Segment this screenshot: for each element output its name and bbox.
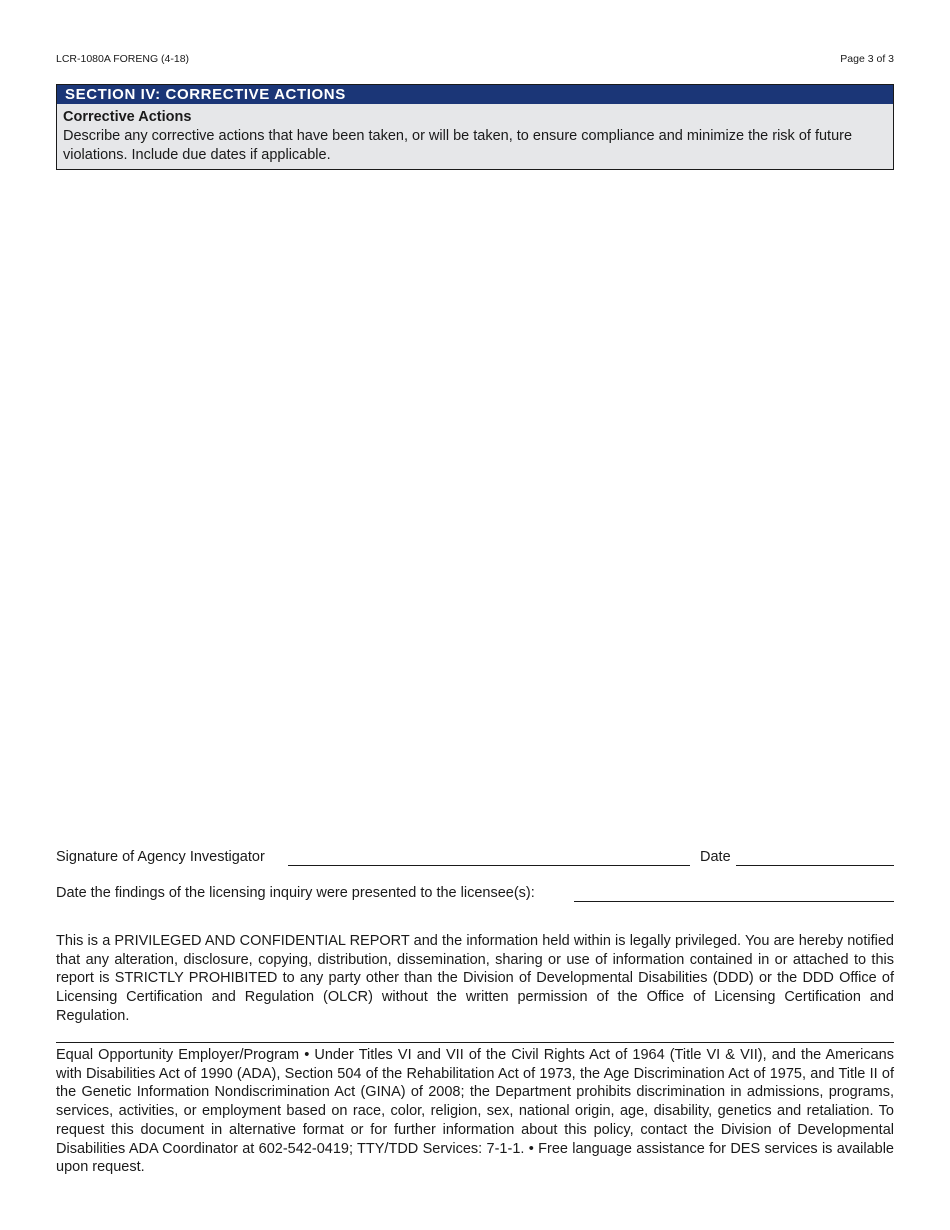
date-label: Date	[700, 849, 731, 865]
divider	[56, 1042, 894, 1043]
section-subheading: Corrective Actions	[63, 109, 192, 125]
form-id: LCR-1080A FORENG (4-18)	[56, 53, 190, 65]
findings-row	[56, 885, 894, 905]
investigator-signature-field[interactable]	[288, 850, 690, 866]
findings-date-field[interactable]	[574, 886, 894, 902]
confidential-notice: This is a PRIVILEGED AND CONFIDENTIAL REPORT and the information held within is legally privileged. You are hereby notified that any alteration, disclosure, copying, distribution, dissemination, sharing or use of information contained in or attached to this report is STRICTLY PROHIBITED to any party other than the Division of Developmental Disabilities (DDD) or the DDD Office of Licensing Certification and Regulation (OLCR) without the written permission of the Office of Licensing Certification and Regulation.	[56, 933, 894, 1024]
page-number: Page 3 of 3	[840, 53, 894, 65]
section-iv	[56, 84, 894, 170]
corrective-actions-field[interactable]	[56, 170, 894, 840]
eeo-notice: Equal Opportunity Employer/Program • Under Titles VI and VII of the Civil Rights Act of 1964 (Title VI & VII), and the Americans with Disabilities Act of 1990 (ADA), Section 504 of the Rehabilitation Act of 1973, the Age Discrimination Act of 1975, and Title II of the Genetic Information Nondiscrimination Act (GINA) of 2008; the Department prohibits discrimination in admissions, programs, services, activities, or employment based on race, color, religion, sex, national origin, age, disability, genetics and retaliation. To request this document in alternative format or for further information about this policy, contact the Division of Developmental Disabilities ADA Coordinator at 602-542-0419; TTY/TDD Services: 7-1-1. • Free language assistance for DES services is available upon request.	[56, 1047, 894, 1176]
signature-row	[56, 849, 894, 869]
section-description	[57, 104, 893, 169]
section-title: SECTION IV: CORRECTIVE ACTIONS	[57, 85, 893, 104]
section-instructions: Describe any corrective actions that have been taken, or will be taken, to ensure compliance and minimize the risk of future violations. Include due dates if applicable.	[63, 128, 853, 163]
findings-date-label: Date the findings of the licensing inquiry were presented to the licensee(s):	[56, 885, 535, 901]
date-field[interactable]	[736, 850, 894, 866]
investigator-signature-label: Signature of Agency Investigator	[56, 849, 265, 865]
